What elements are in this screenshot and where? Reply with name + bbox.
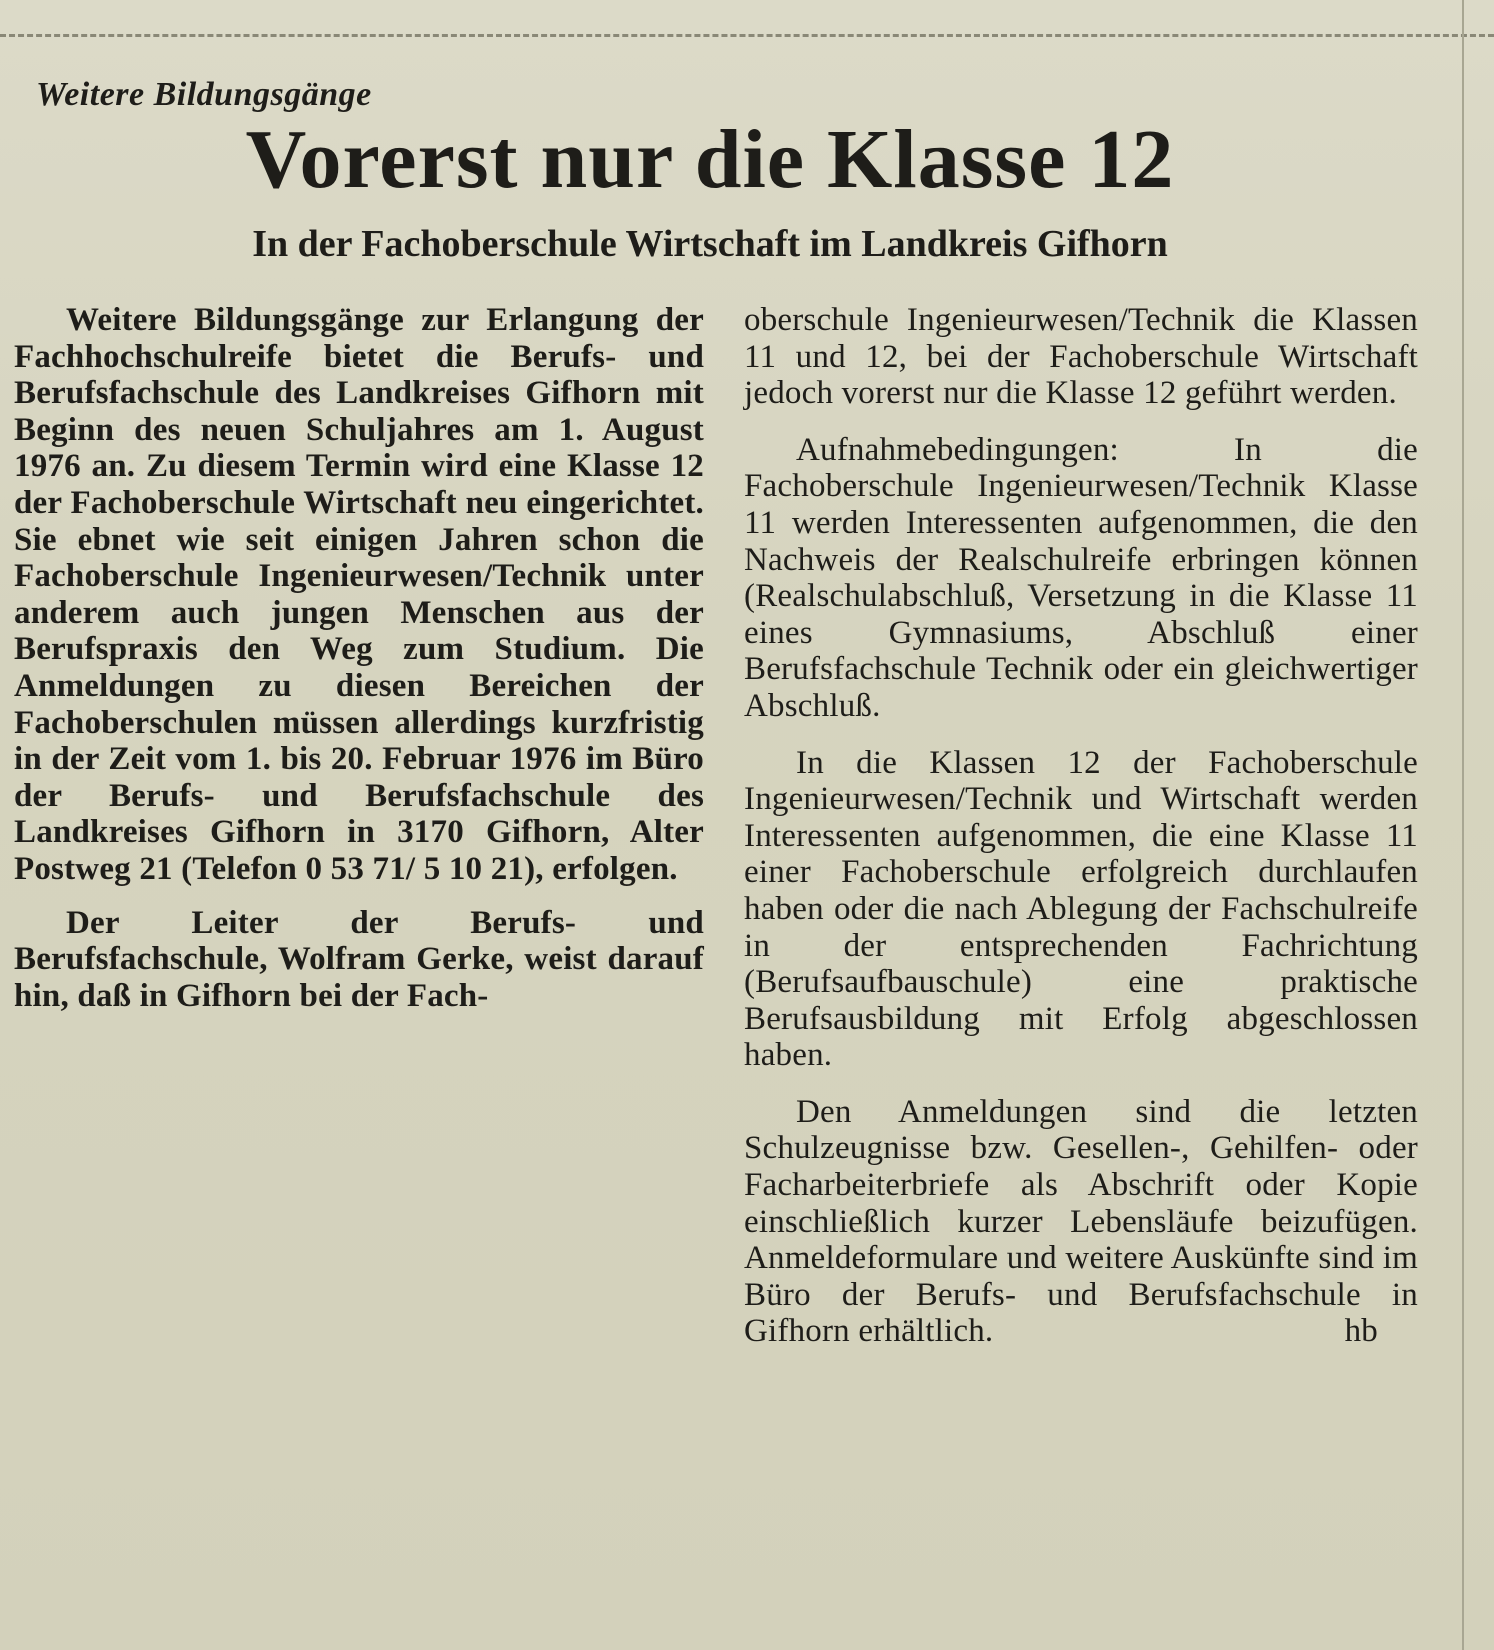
- left-paragraph-1: Weitere Bildungsgänge zur Erlangung der Fachhochschulreife bietet die Berufs- und Berufsfachschule des Landkreises Gifhorn mit Beginn des neuen Schuljahres am 1. August 1976 an. Zu diesem Termin wird eine Klasse 12 der Fachoberschule Wirtschaft neu eingerichtet. Sie ebnet wie seit einigen Jahren schon die Fachoberschule Ingenieurwesen/Technik unter anderem auch jungen Menschen aus der Berufspraxis den Weg zum Studium. Die Anmeldungen zu diesen Bereichen der Fachoberschulen müssen allerdings kurzfristig in der Zeit vom 1. bis 20. Februar 1976 im Büro der Berufs- und Berufsfachschule des Landkreises Gifhorn in 3170 Gifhorn, Alter Postweg 21 (Telefon 0 53 71/ 5 10 21), erfolgen.: [14, 302, 704, 887]
- right-paragraph-4: [744, 1094, 1418, 1350]
- right-paragraph-2: Aufnahmebedingungen: In die Fachoberschule Ingenieurwesen/Technik Klasse 11 werden Interessenten aufgenommen, die den Nachweis der Realschulreife erbringen können (Realschulabschluß, Versetzung in die Klasse 11 eines Gymnasiums, Abschluß einer Berufsfachschule Technik oder ein gleichwertiger Abschluß.: [744, 431, 1418, 724]
- left-paragraph-2: Der Leiter der Berufs- und Berufsfachschule, Wolfram Gerke, weist darauf hin, daß in Gifhorn bei der Fach-: [14, 904, 704, 1014]
- clipping-top-edge: [0, 34, 1494, 37]
- subheadline: In der Fachoberschule Wirtschaft im Landkreis Gifhorn: [252, 223, 1168, 265]
- right-paragraph-1: oberschule Ingenieurwesen/Technik die Klassen 11 und 12, bei der Fachoberschule Wirtschaft jedoch vorerst nur die Klasse 12 geführt werden.: [744, 302, 1418, 412]
- right-paragraph-4-text: Den Anmeldungen sind die letzten Schulzeugnisse bzw. Gesellen-, Gehilfen- oder Facharbeiterbriefe als Abschrift oder Kopie einschließlich kurzer Lebensläufe beizufügen. Anmeldeformulare und weitere Auskünfte sind im Büro der Berufs- und Berufsfachschule in Gifhorn erhältlich.: [744, 1093, 1418, 1350]
- right-column: [744, 302, 1418, 1367]
- left-column: [14, 302, 704, 1031]
- right-paragraph-3: In die Klassen 12 der Fachoberschule Ingenieurwesen/Technik und Wirtschaft werden Interessenten aufgenommen, die eine Klasse 11 einer Fachoberschule erfolgreich durchlaufen haben oder die nach Ablegung der Fachschulreife in der entsprechenden Fachrichtung (Berufsaufbauschule) eine praktische Berufsausbildung mit Erfolg abgeschlossen haben.: [744, 744, 1418, 1074]
- kicker-line: Weitere Bildungsgänge: [36, 76, 372, 113]
- clipping-right-edge: [1462, 0, 1464, 1650]
- author-signature: hb: [1344, 1313, 1378, 1350]
- headline: Vorerst nur die Klasse 12: [245, 113, 1175, 206]
